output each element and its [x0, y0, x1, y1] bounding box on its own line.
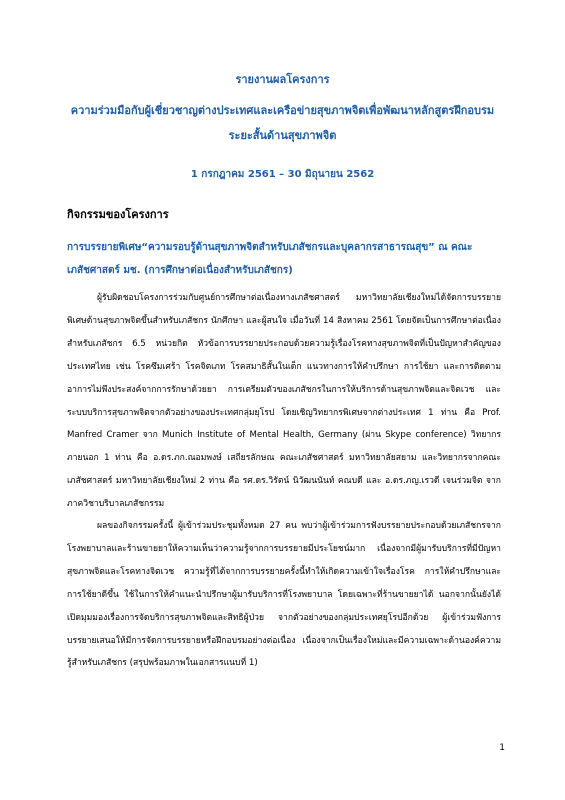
report-date-range: 1 กรกฎาคม 2561 – 30 มิถุนายน 2562: [190, 169, 375, 180]
report-subtitle-line2: ระยะสั้นด้านสุขภาพจิต: [228, 129, 337, 142]
page-number: 1: [499, 743, 505, 753]
report-title: รายงานผลโครงการ: [235, 73, 330, 86]
report-subtitle-line1: ความร่วมมือกับผู้เชี่ยวชาญต่างประเทศและเครือข่ายสุขภาพจิตเพื่อพัฒนาหลักสูตรฝึกอบรม: [70, 104, 495, 117]
section-heading: กิจกรรมของโครงการ: [67, 208, 169, 221]
paragraph-2: ผลของกิจกรรมครั้งนี้ ผู้เข้าร่วมประชุมทั้งหมด 27 คน พบว่าผู้เข้าร่วมการฟังบรรยายประกอบด้วยเภสัชกรจากโรงพยาบาลและร้านขายยาให้ความเห็นว่าความรู้จากการบรรยายมีประโยชน์มาก เนื่องจากมีผู้มารับบริการที่มีปัญหาสุขภาพจิตและโรคทางจิตเวช ความรู้ที่ได้จากการบรรยายครั้งนี้ทำให้เกิดความเข้าใจเรื่องโรค การให้คำปรึกษาและการใช้ยาดีขึ้น ใช้ในการให้คำแนะนำปรึกษาผู้มารับบริการที่โรงพยาบาล โดยเฉพาะที่ร้านขายยาได้ นอกจากนั้นยังได้เปิดมุมมองเรื่องการจัดบริการสุขภาพจิตและสิทธิผู้ป่วย จากตัวอย่างของกลุ่มประเทศยุโรปอีกด้วย ผู้เข้าร่วมฟังการบรรยายเสนอให้มีการจัดการบรรยายหรือฝึกอบรมอย่างต่อเนื่อง เนื่องจากเป็นเรื่องใหม่และมีความเฉพาะด้านองค์ความรู้สำหรับเภสัชกร (สรุปพร้อมภาพในเอกสารแนบที่ 1): [67, 521, 501, 669]
section-subheading: การบรรยายพิเศษ“ความรอบรู้ด้านสุขภาพจิตสำหรับเภสัชกรและบุคลากรสาธารณสุข” ณ คณะเภสัชศาสตร์ มช. (การศึกษาต่อเนื่องสำหรับเภสัชกร): [67, 242, 473, 276]
paragraph-1: ผู้รับผิดชอบโครงการร่วมกับศูนย์การศึกษาต่อเนื่องทางเภสัชศาสตร์ มหาวิทยาลัยเชียงใหม่ได้จัดการบรรยายพิเศษด้านสุขภาพจิตขึ้นสำหรับเภสัชกร นักศึกษา และผู้สนใจ เมื่อวันที่ 14 สิงหาคม 2561 โดยจัดเป็นการศึกษาต่อเนื่องสำหรับเภสัชกร 6.5 หน่วยกิต หัวข้อการบรรยายประกอบด้วยความรู้เรื่องโรคทางสุขภาพจิตที่เป็นปัญหาสำคัญของประเทศไทย เช่น โรคซึมเศร้า โรคจิตเภท โรคสมาธิสั้นในเด็ก แนวทางการให้คำปรึกษา การใช้ยา และการติดตามอาการไม่พึงประสงค์จากการรักษาด้วยยา การเตรียมตัวของเภสัชกรในการให้บริการด้านสุขภาพจิตและจิตเวช และระบบบริการสุขภาพจิตจากตัวอย่างของประเทศกลุ่มยุโรป โดยเชิญวิทยากรพิเศษจากต่างประเทศ 1 ท่าน คือ Prof. Manfred Cramer จาก Munich Institute of Mental Health, Germany (ผ่าน Skype conference) วิทยากรภายนอก 1 ท่าน คือ อ.ดร.ภก.ณอมพงษ์ เสถียรลักษณ คณะเภสัชศาสตร์ มหาวิทยาลัยสยาม และวิทยากรจากคณะเภสัชศาสตร์ มหาวิทยาลัยเชียงใหม่ 2 ท่าน คือ รศ.ดร.วิรัตน์ นิวัฒนนันท์ คณบดี และ อ.ดร.ภญ.เรวดี เจนร่วมจิต จากภาควิชาบริบาลเภสัชกรรม: [67, 293, 501, 510]
